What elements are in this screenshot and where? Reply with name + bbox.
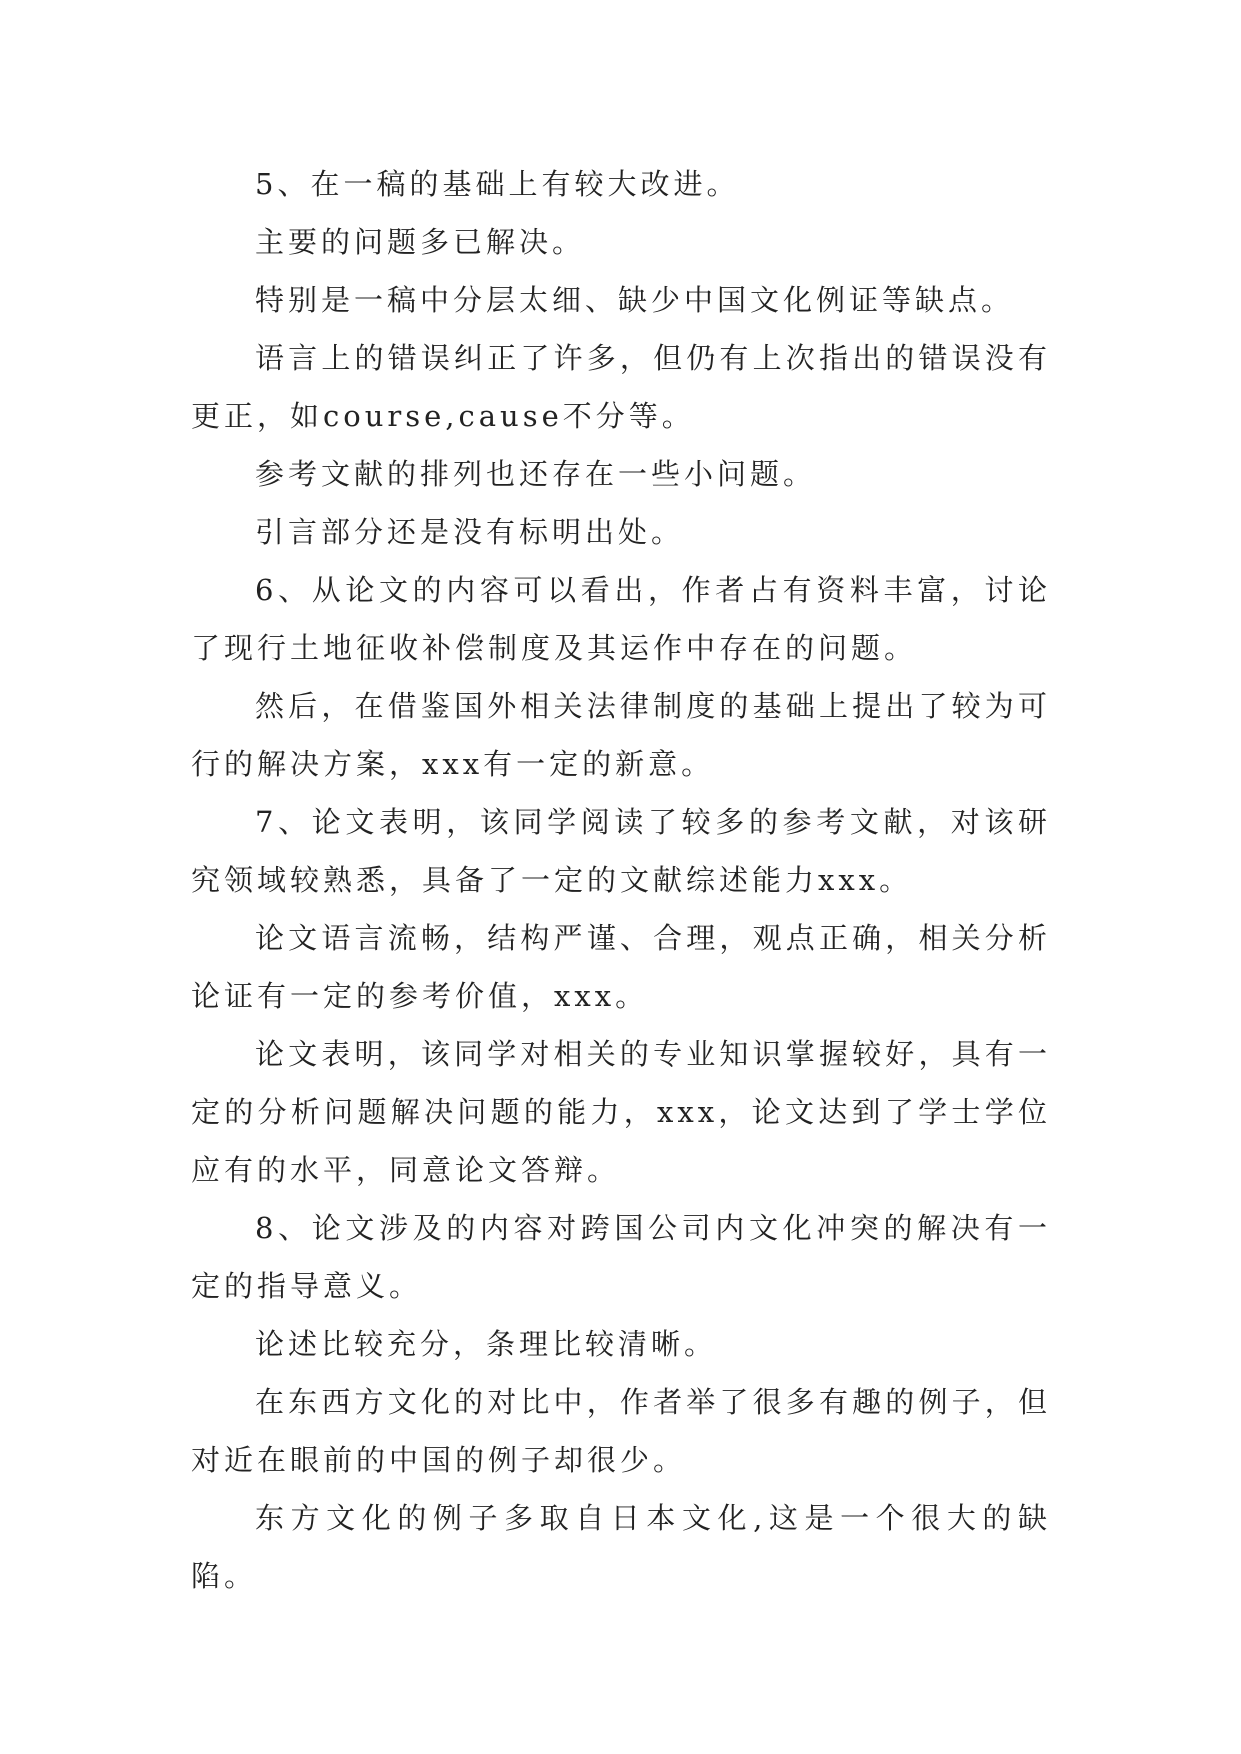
paragraph: 主要的问题多已解决。 bbox=[255, 225, 586, 259]
paragraph: 论文表明，该同学对相关的专业知识掌握较好，具有一定的分析问题解决问题的能力，xxx，论文达到了学士学位应有的水平，同意论文答辩。 bbox=[191, 1037, 1051, 1187]
document-body bbox=[191, 155, 1051, 1605]
paragraph: 6、从论文的内容可以看出，作者占有资料丰富，讨论了现行土地征收补偿制度及其运作中存在的问题。 bbox=[191, 573, 1051, 665]
paragraph: 语言上的错误纠正了许多，但仍有上次指出的错误没有更正，如course,cause不分等。 bbox=[191, 341, 1051, 433]
paragraph: 特别是一稿中分层太细、缺少中国文化例证等缺点。 bbox=[255, 283, 1015, 317]
paragraph: 5、在一稿的基础上有较大改进。 bbox=[255, 167, 740, 201]
paragraph: 7、论文表明，该同学阅读了较多的参考文献，对该研究领域较熟悉，具备了一定的文献综述能力xxx。 bbox=[191, 805, 1051, 897]
paragraph: 在东西方文化的对比中，作者举了很多有趣的例子，但对近在眼前的中国的例子却很少。 bbox=[191, 1385, 1051, 1477]
paragraph: 论述比较充分，条理比较清晰。 bbox=[255, 1327, 718, 1361]
paragraph: 论文语言流畅，结构严谨、合理，观点正确，相关分析论证有一定的参考价值，xxx。 bbox=[191, 921, 1051, 1013]
paragraph: 引言部分还是没有标明出处。 bbox=[255, 515, 685, 549]
paragraph: 参考文献的排列也还存在一些小问题。 bbox=[255, 457, 817, 491]
paragraph: 8、论文涉及的内容对跨国公司内文化冲突的解决有一定的指导意义。 bbox=[191, 1211, 1051, 1303]
paragraph: 东方文化的例子多取自日本文化,这是一个很大的缺陷。 bbox=[191, 1501, 1051, 1593]
paragraph: 然后，在借鉴国外相关法律制度的基础上提出了较为可行的解决方案，xxx有一定的新意。 bbox=[191, 689, 1051, 781]
